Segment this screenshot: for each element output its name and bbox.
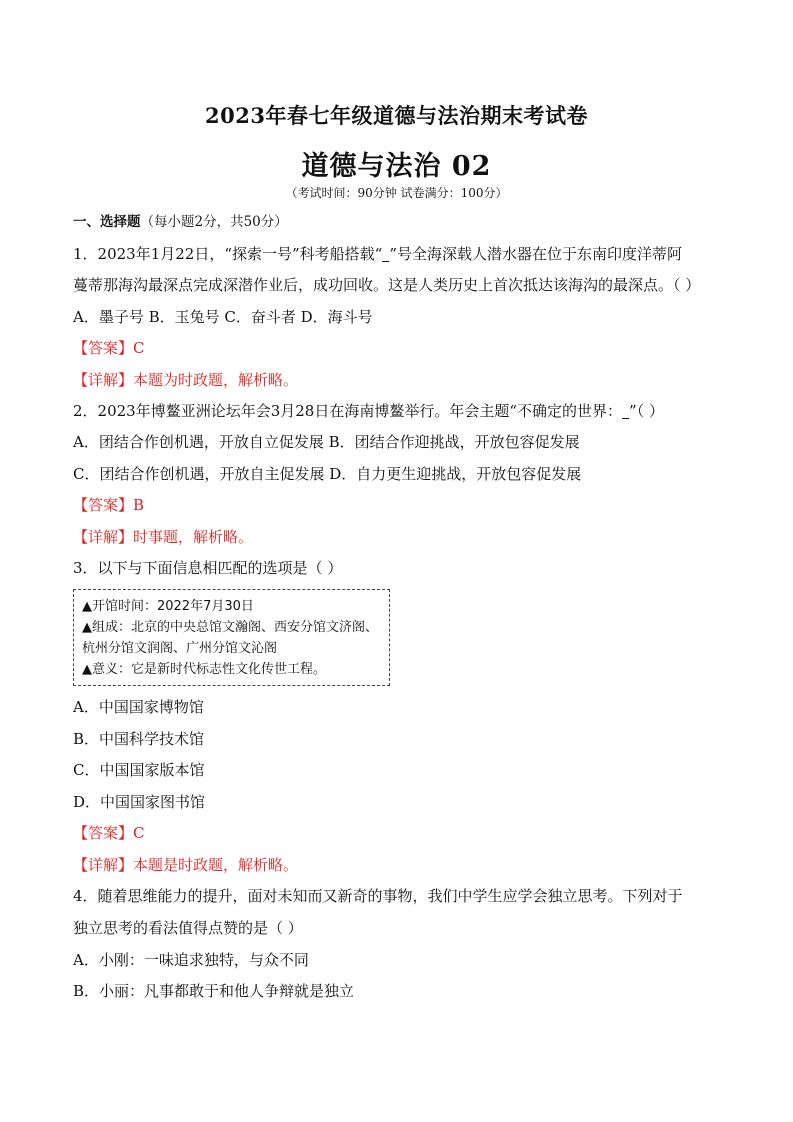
q4-stem-line1: 4．随着思维能力的提升，面对未知而又新奇的事物，我们中学生应学会独立思考。下列对于 bbox=[73, 887, 683, 905]
exam-title: 2023年春七年级道德与法治期末考试卷 bbox=[205, 103, 588, 128]
q3-stem: 3．以下与下面信息相匹配的选项是（ ） bbox=[73, 559, 343, 577]
q2-explanation: 【详解】时事题，解析略。 bbox=[73, 528, 254, 546]
q2-answer: 【答案】B bbox=[73, 496, 145, 514]
q2-stem-start: 2．2023年博鳌亚洲论坛年会3月28日在海南博鳌举行。年会主题“不确定的世界： bbox=[73, 402, 623, 420]
exam-subject: 道德与法治 02 bbox=[301, 151, 492, 182]
q4-option-b: B．小丽：凡事都敢于和他人争辩就是独立 bbox=[73, 982, 355, 1000]
q3-option-b: B．中国科学技术馆 bbox=[73, 730, 205, 748]
section-label: 一、选择题 bbox=[73, 214, 141, 230]
q1-explanation: 【详解】本题为时政题，解析略。 bbox=[73, 371, 299, 389]
q2-options-line2: C．团结合作创机遇，开放自主促发展 D．自力更生迎挑战，开放包容促发展 bbox=[73, 465, 582, 483]
q1-stem-line2: 蔓蒂那海沟最深点完成深潜作业后，成功回收。这是人类历史上首次抵达该海沟的最深点。（ ） bbox=[73, 276, 701, 294]
q3-answer: 【答案】C bbox=[73, 824, 145, 842]
q2-stem bbox=[73, 401, 664, 421]
q2-blank bbox=[622, 404, 629, 419]
q1-stem-end: ”号全海深载人潜水器在位于东南印度洋蒂阿 bbox=[389, 245, 683, 263]
q2-stem-end: ”（ ） bbox=[629, 402, 664, 420]
q3-info-box bbox=[73, 589, 390, 686]
q3-option-d: D．中国国家图书馆 bbox=[73, 793, 206, 811]
section-heading bbox=[73, 212, 288, 232]
info-box-line: ▲意义：它是新时代标志性文化传世工程。 bbox=[82, 662, 326, 677]
q1-stem-line1 bbox=[73, 244, 682, 264]
q4-option-a: A．小刚：一味追求独特，与众不同 bbox=[73, 951, 309, 969]
q1-stem-start: 1．2023年1月22日，“探索一号”科考船搭载“ bbox=[73, 245, 383, 263]
info-box-line: ▲开馆时间：2022年7月30日 bbox=[82, 599, 254, 614]
q3-option-a: A．中国国家博物馆 bbox=[73, 698, 204, 716]
q3-explanation: 【详解】本题是时政题，解析略。 bbox=[73, 856, 299, 874]
section-note: （每小题2分，共50分） bbox=[140, 214, 288, 230]
q1-answer: 【答案】C bbox=[73, 339, 145, 357]
info-box-line: 杭州分馆文润阁、广州分馆文沁阁 bbox=[82, 641, 278, 656]
q2-options-line1: A．团结合作创机遇，开放自立促发展 B．团结合作迎挑战，开放包容促发展 bbox=[73, 433, 580, 451]
exam-info: （考试时间：90分钟 试卷满分：100分） bbox=[285, 186, 508, 200]
q4-stem-line2: 独立思考的看法值得点赞的是（ ） bbox=[73, 919, 303, 937]
info-box-line: ▲组成：北京的中央总馆文瀚阁、西安分馆文济阁、 bbox=[82, 620, 378, 635]
q3-option-c: C．中国国家版本馆 bbox=[73, 761, 205, 779]
q1-options: A．墨子号 B．玉兔号 C．奋斗者 D．海斗号 bbox=[73, 308, 373, 326]
